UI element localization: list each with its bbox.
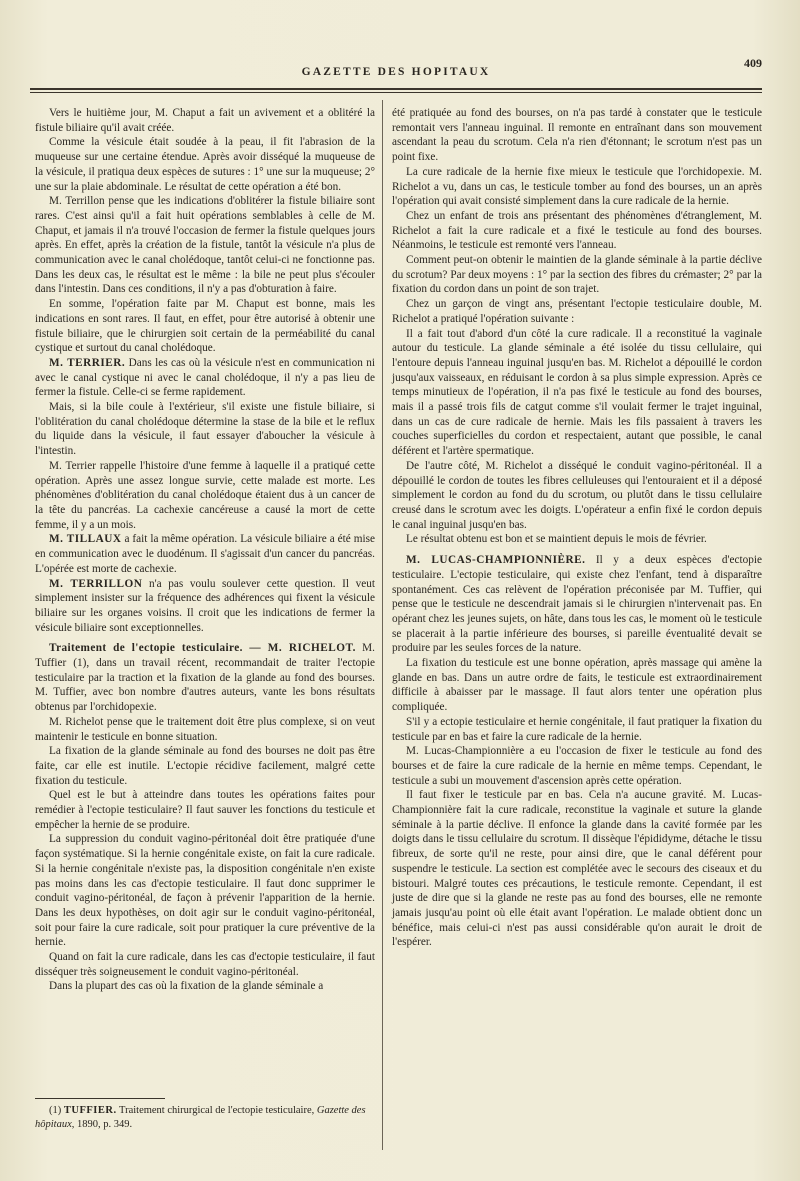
footnote-tail: , 1890, p. 349. (71, 1118, 133, 1130)
column-divider (382, 100, 383, 1150)
paragraph: Il faut fixer le testicule par en bas. Cela n'a aucune gravité. M. Lucas-Championnière fait la cure radicale, reconstitue la vaginale et suture la glande séminale à la partie déclive. Il enfonce la glande dans la cavité formée par les doigts dans le tissu cellulaire du scrotum. Il dissèque l'épididyme, détache le tissu fibreux, de sorte qu'il ne reste, pour ainsi dire, que le canal déférent pour suspendre le testicule. La section est complétée avec le secours des ciseaux et du bistouri. Malgré toutes ces précautions, le testicule remonte. Cependant, il est juste de dire que si la glande ne reste pas au fond des bourses, elle ne remonte jamais jusqu'au point où elle était avant l'opération. Le malade obtient donc un bénéfice, mais celui-ci n'est pas aussi considérable qu'on aurait le droit de l'espérer. (392, 789, 762, 949)
paragraph: Vers le huitième jour, M. Chaput a fait un avivement et a oblitéré la fistule biliaire qu'il avait créée. (35, 107, 375, 134)
left-column (35, 106, 375, 994)
paragraph: Quand on fait la cure radicale, dans les cas d'ectopie testiculaire, il faut disséquer très soigneusement le conduit vagino-péritonéal. (35, 951, 375, 978)
speaker-name: M. LUCAS-CHAMPIONNIÈRE. (406, 554, 586, 567)
paragraph-text: n'a pas voulu soulever cette question. Il veut simplement insister sur la fréquence des adhérences qui fixent la vésicule biliaire sur les organes voisins. Il croit que les indications de fermer la vésicule biliaire sont exceptionnelles. (35, 577, 375, 634)
section-paragraph (35, 641, 375, 715)
paragraph: Chez un enfant de trois ans présentant des phénomènes d'étranglement, M. Richelot a fait la cure radicale et a fixé le testicule au fond des bourses. Néanmoins, le testicule est remonté vers l'anneau. (392, 209, 762, 252)
speaker-name: M. TILLAUX (49, 533, 122, 546)
footnote-journal: Gazette des hôpitaux (35, 1105, 366, 1130)
footnote-author: TUFFIER. (63, 1105, 117, 1116)
speaker-name: M. TERRIER. (49, 356, 126, 369)
paragraph: M. Lucas-Championnière a eu l'occasion de fixer le testicule au fond des bourses et de faire la cure radicale de la hernie en même temps. Cependant, le testicule a subi un mouvement d'ascension après cette opération. (392, 745, 762, 787)
paragraph: M. Terrillon pense que les indications d'oblitérer la fistule biliaire sont rares. C'est ainsi qu'il a fait huit opérations semblables à celle de M. Chaput, et jamais il n'a trouvé l'occasion de fermer la fistule quelques jours après. En effet, après la création de la fistule, tantôt la vésicule n'a plus de communication avec le canal cholédoque, tantôt celui-ci ne fonctionne pas. Dans les deux cas, le résultat est le même : la bile ne peut plus s'écouler dans l'intestin. Dans ces conditions, il n'y a pas d'obturation à faire. (35, 195, 375, 296)
paragraph-text: Il y a deux espèces d'ectopie testiculaire. L'ectopie testiculaire, qui existe chez l'enfant, tend à disparaître spontanément. Ces cas relèvent de l'opération préconisée par M. Tuffier, qui pense que le testicule ne descendrait jamais si le chirurgien n'intervenait pas. En opérant chez les jeunes sujets, on hâte, dans tous les cas, le moment où le testicule se placerait à la partie inférieure des bourses, si pareille éventualité devait se produire par les seules forces de la nature. (392, 554, 762, 655)
paragraph: Le résultat obtenu est bon et se maintient depuis le mois de février. (406, 533, 707, 546)
header-rule-thick (30, 88, 762, 90)
paragraph: Comme la vésicule était soudée à la peau, il fit l'abrasion de la muqueuse sur une certaine étendue. Après avoir disséqué la muqueuse de la vésicule, il pratiqua deux espèces de sutures : 1° une sur la muqueuse; 2° une sur la plaie abdominale. Le résultat de cette opération a été bon. (35, 136, 375, 193)
paragraph (392, 553, 762, 656)
paragraph: M. Richelot pense que le traitement doit être plus complexe, si on veut maintenir le testicule en bonne situation. (35, 715, 375, 743)
paragraph: S'il y a ectopie testiculaire et hernie congénitale, il faut pratiquer la fixation du testicule par en bas et faire la cure radicale de la hernie. (392, 715, 762, 743)
footnote (35, 1104, 375, 1131)
section-title: Traitement de l'ectopie testiculaire. — (49, 642, 262, 655)
paragraph-text: M. Tuffier (1), dans un travail récent, recommandait de traiter l'ectopie testiculaire par la traction et la fixation de la glande au fond des bourses. M. Tuffier, avec bon nombre d'autres auteurs, vante les bons résultats obtenus par l'orchidopexie. (35, 642, 375, 714)
page-header (30, 56, 762, 96)
paragraph: Comment peut-on obtenir le maintien de la glande séminale à la partie déclive du scrotum? Par deux moyens : 1° par la section des fibres du crémaster; 2° par la fixation du cordon dans un point de son trajet. (392, 254, 762, 296)
paragraph: été pratiquée au fond des bourses, on n'a pas tardé à constater que le testicule remontait vers l'anneau inguinal. Il remonte en entraînant dans son mouvement ascendant la peau du scrotum. Cela n'a rien d'étonnant; le scrotum n'est pas un point fixe. (392, 107, 762, 164)
page-number: 409 (744, 56, 762, 70)
paragraph-text: a fait la même opération. La vésicule biliaire a été mise en communication avec le duodénum. Il s'agissait d'un cancer du pancréas. L'opérée est morte de cachexie. (35, 533, 375, 575)
speaker-name: M. TERRILLON (49, 577, 143, 590)
paragraph: Dans la plupart des cas où la fixation de la glande séminale a (49, 980, 324, 993)
paragraph: Il a fait tout d'abord d'un côté la cure radicale. Il a reconstitué la vaginale autour du testicule. La glande séminale a été isolée du tissu cellulaire, qui l'entoure depuis l'anneau inguinal jusqu'en bas. M. Richelot a dépouillé le cordon jusqu'aux vaisseaux, en réduisant le cordon à sa plus simple expression. Après ce temps minutieux de l'opération, il n'a pas fixé le testicule au fond des bourses, mais il a passé trois fils de catgut comme s'il voulait fermer le trajet inguinal, dans un cas de cure radicale de hernie. Mais les fils passaient à travers les couches superficielles du cordon et respectaient, autant que possible, le canal déférent et l'artère spermatique. (392, 327, 762, 458)
paragraph: Mais, si la bile coule à l'extérieur, s'il existe une fistule biliaire, si l'oblitération du canal cholédoque détermine la stase de la bile et le reflux du liquide dans la vésicule, il faut essayer d'aboucher la vésicule à l'intestin. (35, 401, 375, 458)
right-column (392, 106, 762, 950)
paragraph: La fixation du testicule est une bonne opération, après massage qui amène la glande en bas. Dans un autre ordre de faits, le testicule est extraordinairement difficile à abaisser par le massage. Il faut alors tenter une opération plus compliquée. (392, 657, 762, 714)
paragraph: La cure radicale de la hernie fixe mieux le testicule que l'orchidopexie. M. Richelot a vu, dans un cas, le testicule tomber au fond des bourses, un an après l'opération qui avait consisté simplement dans la cure radicale de la hernie. (392, 165, 762, 208)
paragraph: Quel est le but à atteindre dans toutes les opérations faites pour remédier à l'ectopie testiculaire? Il faut sauver les fonctions du testicule et empêcher la hernie de se produire. (35, 789, 375, 831)
paragraph: Chez un garçon de vingt ans, présentant l'ectopie testiculaire double, M. Richelot a pratiqué l'opération suivante : (392, 298, 762, 325)
paragraph-text: Dans les cas où la vésicule n'est en communication ni avec le canal cystique ni avec le canal cholédoque, il n'y a pas lieu de fermer la fistule. Celle-ci se ferme rapidement. (35, 356, 375, 399)
paragraph (35, 532, 375, 576)
paragraph: La fixation de la glande séminale au fond des bourses ne doit pas être faite, car elle est inutile. L'ectopie récidive facilement, malgré cette fixation du testicule. (35, 745, 375, 787)
paragraph: En somme, l'opération faite par M. Chaput est bonne, mais les indications en sont rares. Il faut, en effet, pour être autorisé à obtenir une fistule biliaire, que le chirurgien soit certain de la perméabilité du canal cystique et surtout du canal cholédoque. (35, 298, 375, 355)
header-rule-thin (30, 92, 762, 93)
section-author: M. RICHELOT. (261, 642, 356, 655)
paragraph: La suppression du conduit vagino-péritonéal doit être pratiquée d'une façon systématique. Si la hernie congénitale existe, on fait la cure radicale. Si la hernie congénitale n'existe pas, la disposition congénitale n'en existe pas moins dans les cas d'ectopie testiculaire. Il faut donc supprimer le conduit vagino-péritonéal, de façon à prévenir l'apparition de la hernie. Dans les deux hypothèses, on doit agir sur le conduit vagino-péritonéal, soit pour faire la cure radicale, soit pour pratiquer la cure préventive de la hernie. (35, 833, 375, 949)
paragraph (35, 356, 375, 400)
paragraph (35, 577, 375, 636)
paragraph: De l'autre côté, M. Richelot a disséqué le conduit vagino-péritonéal. Il a dépouillé le cordon de toutes les fibres celluleuses qui l'entouraient et il a déposé simplement le cordon au fond du du scrotum, ou plutôt dans le tissu cellulaire creusé dans le scrotum avec les doigts. L'opérateur a enfin fixé le cordon depuis le canal inguinal jusqu'en bas. (392, 459, 762, 531)
footnote-marker: (1) (49, 1105, 64, 1116)
footnote-text: Traitement chirurgical de l'ectopie testiculaire, (116, 1105, 317, 1116)
journal-title: GAZETTE DES HOPITAUX (301, 66, 491, 78)
paragraph: M. Terrier rappelle l'histoire d'une femme à laquelle il a pratiqué cette opération. Après une assez longue survie, cette malade est morte. Les phénomènes d'oblitération du canal cholédoque étaient dus à un cancer de la tête du pancréas. La cachexie cancéreuse a causé la mort de cette femme, il y a un mois. (35, 459, 375, 531)
footnote-rule (35, 1098, 165, 1099)
